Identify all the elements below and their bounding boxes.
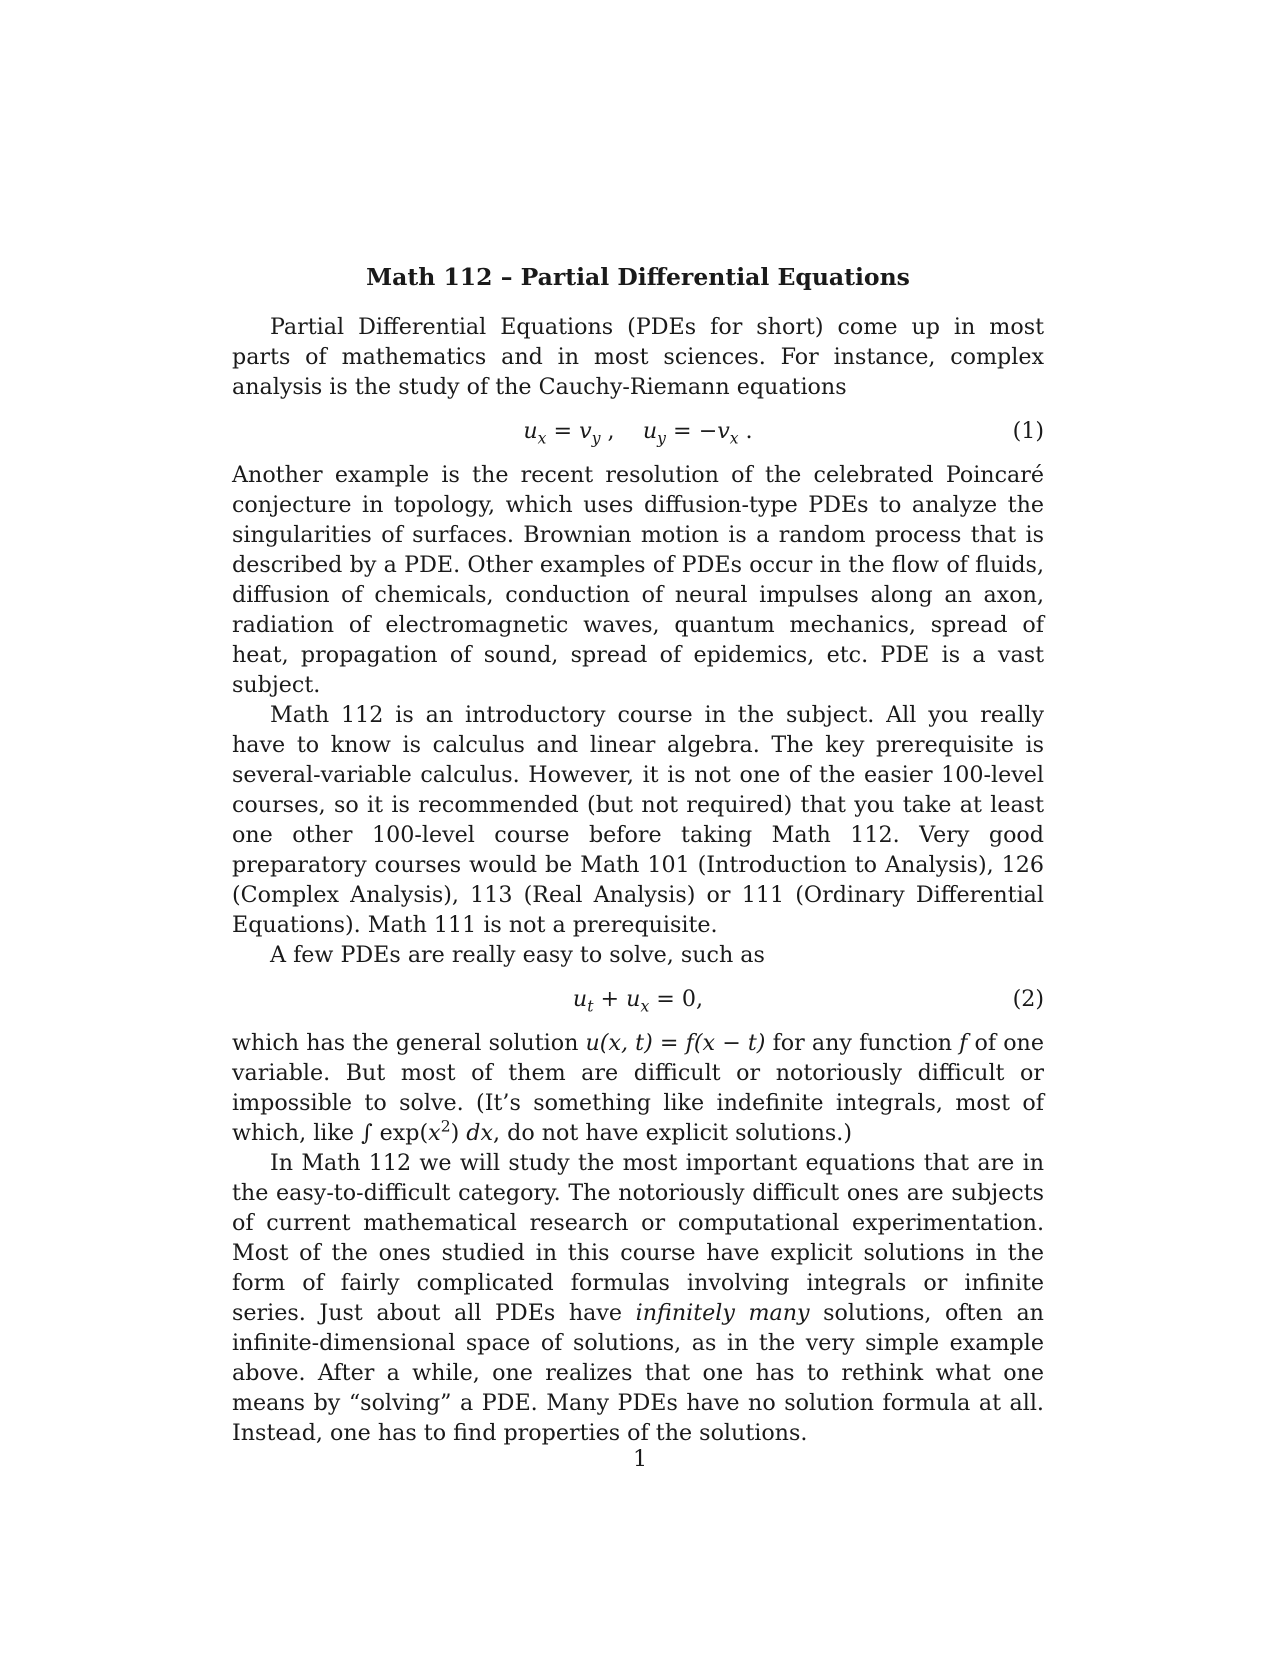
document-title: Math 112 – Partial Differential Equations	[366, 263, 910, 291]
equation-1-body: $u_x = v_y$ , $u_y = -v_x$ .	[523, 418, 753, 448]
equation-1-number: (1)	[1012, 418, 1044, 444]
paragraph-course-scope: In Math 112 we will study the most important equations that are in the easy-to-difficult category. The notoriously difficult ones are subjects of current mathematical research or computational experimentation. Most of the ones studied in this course have explicit solutions in the form of fairly complicated formulas involving integrals or infinite series. Just about all PDEs have infinitely many solutions, often an infinite-dimensional space of solutions, as in the very simple example above. After a while, one realizes that one has to rethink what one means by “solving” a PDE. Many PDEs have no solution formula at all. Instead, one has to find properties of the solutions.	[232, 1150, 1044, 1446]
equation-transport	[232, 984, 1044, 1014]
paragraph-intro: Partial Differential Equations (PDEs for short) come up in most parts of mathematics and in most sciences. For instance, complex analysis is the study of the Cauchy-Riemann equations	[232, 314, 1044, 400]
page-number: 1	[632, 1446, 648, 1472]
paragraph-general-solution: which has the general solution u(x, t) = f(x − t) for any function f of one variable. But most of them are difficult or notoriously difficult or impossible to solve. (It’s something like indefinite integrals, most of which, like ∫ $\exp(x^2)$ dx, do not have explicit solutions.)	[232, 1030, 1044, 1146]
equation-cauchy-riemann	[232, 416, 1044, 446]
equation-2-number: (2)	[1012, 986, 1044, 1012]
equation-2-body: $u_t + u_x = 0$,	[572, 986, 704, 1016]
paragraph-examples: Another example is the recent resolution of the celebrated Poincaré conjecture in topology, which uses diffusion-type PDEs to analyze the singularities of surfaces. Brownian motion is a random process that is described by a PDE. Other examples of PDEs occur in the flow of fluids, diffusion of chemicals, conduction of neural impulses along an axon, radiation of electromagnetic waves, quantum mechanics, spread of heat, propagation of sound, spread of epidemics, etc. PDE is a vast subject.	[232, 462, 1044, 698]
page-content	[232, 262, 1044, 1448]
paragraph-easy-pdes: A few PDEs are really easy to solve, such as	[270, 942, 765, 968]
paragraph-course-intro: Math 112 is an introductory course in the subject. All you really have to know is calculus and linear algebra. The key prerequisite is several-variable calculus. However, it is not one of the easier 100-level courses, so it is recommended (but not required) that you take at least one other 100-level course before taking Math 112. Very good preparatory courses would be Math 101 (Introduction to Analysis), 126 (Complex Analysis), 113 (Real Analysis) or 111 (Ordinary Differential Equations). Math 111 is not a prerequisite.	[232, 702, 1044, 938]
emphasis-infinitely-many: infinitely many	[635, 1300, 810, 1326]
